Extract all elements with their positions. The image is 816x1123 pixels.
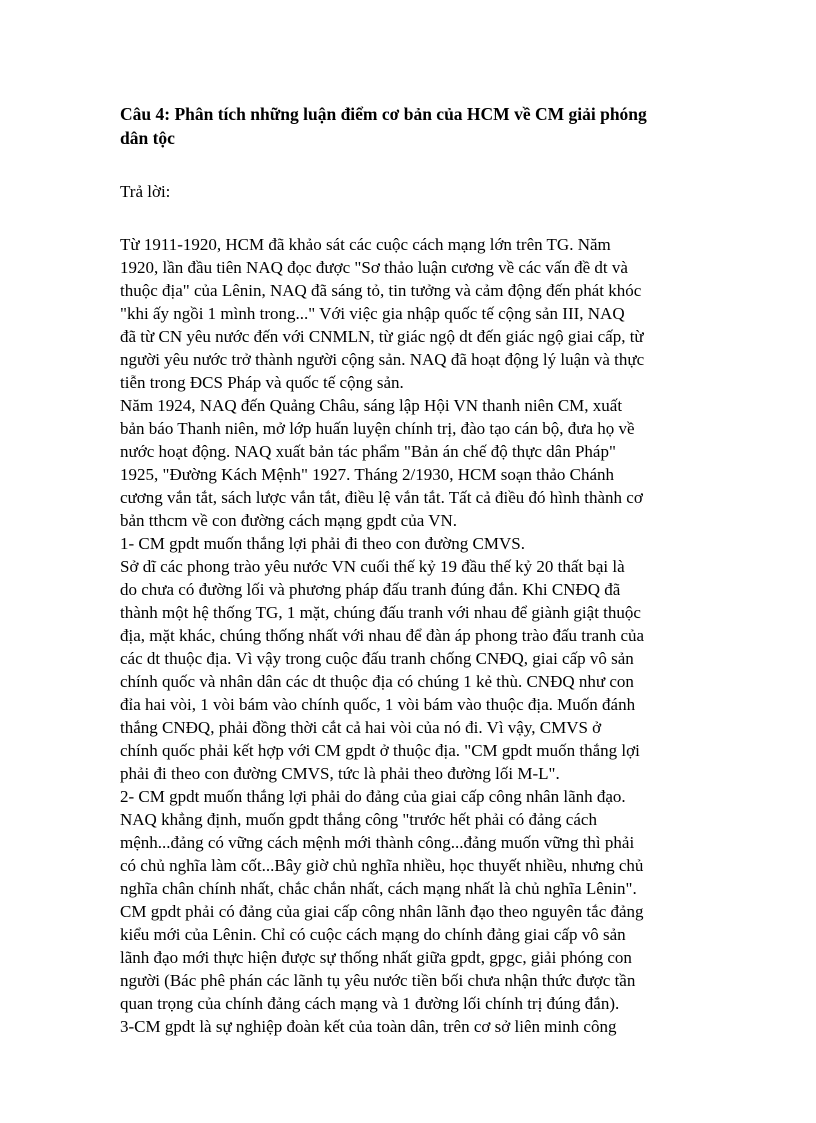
- answer-label: Trả lời:: [120, 182, 171, 201]
- paragraph-1924: Năm 1924, NAQ đến Quảng Châu, sáng lập Hội VN thanh niên CM, xuất bản báo Thanh niên, mở lớp huấn luyện chính trị, đào tạo cán bộ, đưa họ về nước hoạt động. NAQ xuất bản tác phẩm "Bản án chế độ thực dân Pháp" 1925, "Đường Kách Mệnh" 1927. Tháng 2/1930, HCM soạn thảo Chánh cương vắn tắt, sách lược vắn tắt, điều lệ vắn tắt. Tất cả điều đó hình thành cơ bản tthcm về con đường cách mạng gpdt của VN.: [120, 396, 643, 530]
- paragraph-history: Từ 1911-1920, HCM đã khảo sát các cuộc cách mạng lớn trên TG. Năm 1920, lần đầu tiên NAQ đọc được "Sơ thảo luận cương về các vấn đề dt và thuộc địa" của Lênin, NAQ đã sáng tỏ, tin tưởng và cảm động đến phát khóc "khi ấy ngồi 1 mình trong..." Với việc gia nhập quốc tế cộng sản III, NAQ đã từ CN yêu nước đến với CNMLN, từ giác ngộ dt đến giác ngộ giai cấp, từ người yêu nước trở thành người cộng sản. NAQ đã hoạt động lý luận và thực tiễn trong ĐCS Pháp và quốc tế cộng sản.: [120, 235, 645, 392]
- point-1-heading: 1- CM gpdt muốn thắng lợi phải đi theo con đường CMVS.: [120, 534, 525, 553]
- question-title: Câu 4: Phân tích những luận điểm cơ bản của HCM về CM giải phóng dân tộc: [120, 104, 647, 148]
- point-2-body: NAQ khẳng định, muốn gpdt thắng công "trước hết phải có đảng cách mệnh...đảng có vững cách mệnh mới thành công...đảng muốn vững thì phải có chủ nghĩa làm cốt...Bây giờ chủ nghĩa nhiều, học thuyết nhiều, nhưng chủ nghĩa chân chính nhất, chắc chắn nhất, cách mạng nhất là chủ nghĩa Lênin". CM gpdt phải có đảng của giai cấp công nhân lãnh đạo theo nguyên tắc đảng kiểu mới của Lênin. Chỉ có cuộc cách mạng do chính đảng giai cấp vô sản lãnh đạo mới thực hiện được sự thống nhất giữa gpdt, gpgc, giải phóng con người (Bác phê phán các lãnh tụ yêu nước tiền bối chưa nhận thức được tần quan trọng của chính đảng cách mạng và 1 đường lối chính trị đúng đắn).: [120, 810, 644, 1013]
- point-1-body: Sở dĩ các phong trào yêu nước VN cuối thế kỷ 19 đầu thế kỷ 20 thất bại là do chưa có đường lối và phương pháp đấu tranh đúng đắn. Khi CNĐQ đã thành một hệ thống TG, 1 mặt, chúng đấu tranh với nhau để giành giật thuộc địa, mặt khác, chúng thống nhất với nhau để đàn áp phong trào đấu tranh của các dt thuộc địa. Vì vậy trong cuộc đấu tranh chống CNĐQ, giai cấp vô sản chính quốc và nhân dân các dt thuộc địa có chúng 1 kẻ thù. CNĐQ như con đỉa hai vòi, 1 vòi bám vào chính quốc, 1 vòi bám vào thuộc địa. Muốn đánh thắng CNĐQ, phải đồng thời cắt cả hai vòi của nó đi. Vì vậy, CMVS ở chính quốc phải kết hợp với CM gpdt ở thuộc địa. "CM gpdt muốn thắng lợi phải đi theo con đường CMVS, tức là phải theo đường lối M-L".: [120, 557, 645, 783]
- point-2-heading: 2- CM gpdt muốn thắng lợi phải do đảng của giai cấp công nhân lãnh đạo.: [120, 787, 626, 806]
- document-page: [120, 102, 710, 1038]
- point-3-heading: 3-CM gpdt là sự nghiệp đoàn kết của toàn dân, trên cơ sở liên minh công: [120, 1017, 617, 1036]
